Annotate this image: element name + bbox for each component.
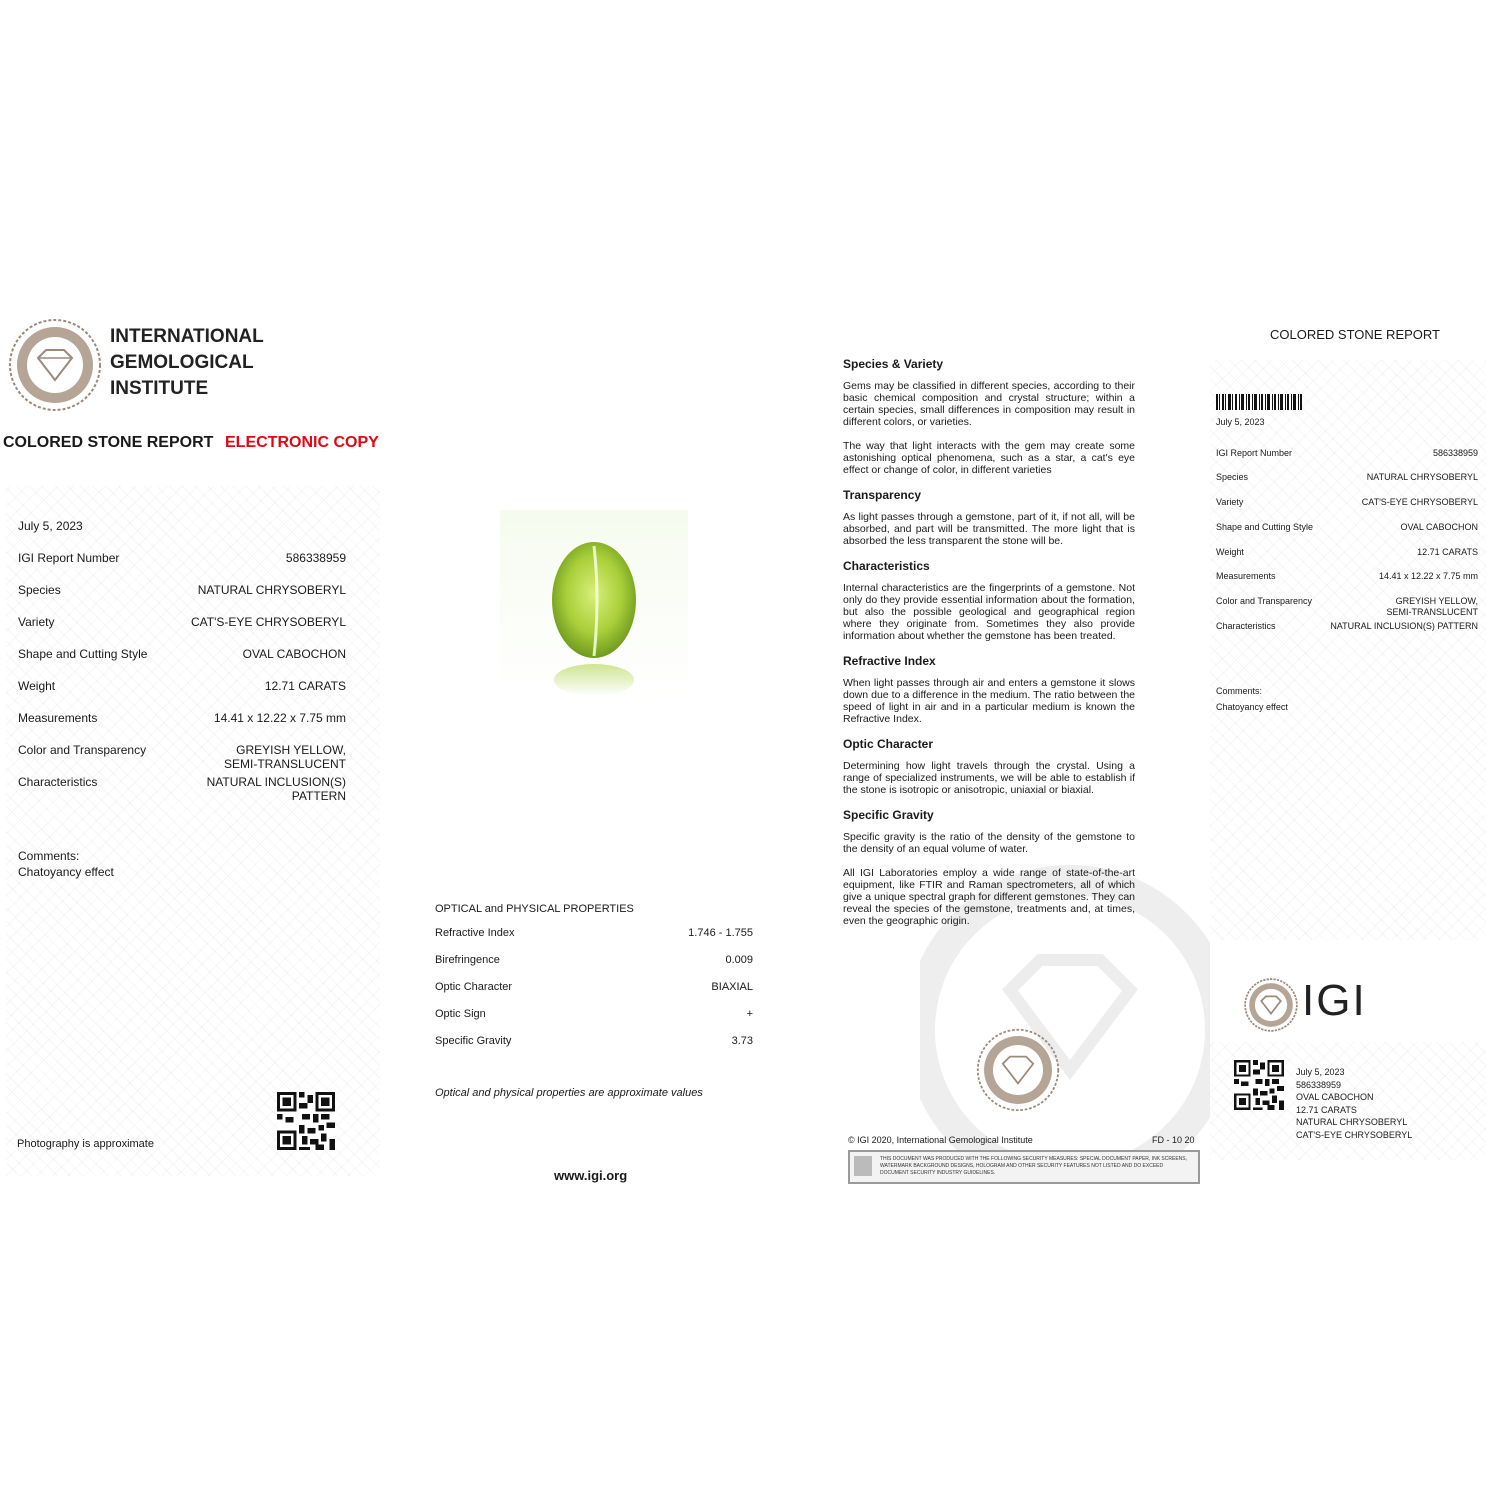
section-text: The way that light interacts with the gem may create some astonishing optical phenomena, such as a star, a cat's eye effect or change of color, in different varieties <box>843 440 1135 476</box>
comments-label: Comments: <box>18 849 80 863</box>
card-date: July 5, 2023 <box>1216 417 1265 427</box>
report-title: COLORED STONE REPORT <box>3 434 214 451</box>
section-text: As light passes through a gemstone, part of it, if not all, will be absorbed, and part will be transmitted. The more light that is absorbed the less transparent the stone will be. <box>843 511 1135 547</box>
properties-note: Optical and physical properties are approximate values <box>435 1087 703 1099</box>
qr-code-icon <box>1234 1060 1284 1110</box>
document-icon <box>854 1156 872 1176</box>
seal-icon <box>8 318 102 412</box>
seal-icon <box>976 1028 1060 1112</box>
panel-properties <box>420 310 780 1183</box>
card-comments-value: Chatoyancy effect <box>1216 702 1288 712</box>
properties-table: Refractive Index 1.746 - 1.755 Birefringence 0.009 Optic Character BIAXIAL Optic Sign + Specific Gravity 3.73 <box>435 927 753 1047</box>
report-date: July 5, 2023 <box>18 519 83 533</box>
logo-line-2: GEMOLOGICAL <box>110 352 254 373</box>
comments-value: Chatoyancy effect <box>18 865 114 879</box>
section-heading: Transparency <box>843 488 922 502</box>
panel-info <box>830 330 1210 1190</box>
website-link[interactable]: www.igi.org <box>554 1168 628 1183</box>
section-text: Internal characteristics are the fingerprints of a gemstone. Not only do they provide essential information about the formation, but also the possible geological and geographical region where they originate from. Sometimes they also provide information about whether the gemstone has been treated. <box>843 582 1135 642</box>
seal-icon <box>1244 978 1298 1032</box>
section-heading: Optic Character <box>843 737 934 751</box>
section-text: All IGI Laboratories employ a wide range of state-of-the-art equipment, like FTIR and Raman spectrometers, all of which give a unique spectral graph for different gemstones. They can reveal the species of the gemstone, treatments and, at times, even the geographic origin. <box>843 867 1135 927</box>
form-code: FD - 10 20 <box>1152 1135 1195 1145</box>
panel-report-front <box>0 310 390 1180</box>
section-heading: Characteristics <box>843 559 930 573</box>
section-text: When light passes through air and enters a gemstone it slows down due to a difference in the medium. The ratio between the speed of light in air and in a particular medium is known the Refractive Index. <box>843 677 1135 725</box>
igi-brand: IGI <box>1302 976 1367 1025</box>
electronic-copy-label: ELECTRONIC COPY <box>225 434 379 451</box>
qr-code-icon <box>277 1092 335 1150</box>
card-summary: July 5, 2023 586338959 OVAL CABOCHON 12.71 CARATS NATURAL CHRYSOBERYL CAT'S-EYE CHRYSOBERYL <box>1296 1067 1413 1140</box>
section-text: Gems may be classified in different species, according to their basic chemical composition and crystal structure; within a certain species, small differences in composition may result in different colors, or varieties. <box>843 380 1135 428</box>
security-strip <box>848 1150 1200 1184</box>
card-comments-label: Comments: <box>1216 686 1263 696</box>
gemstone-photo <box>500 510 688 700</box>
logo-line-1: INTERNATIONAL <box>110 326 264 347</box>
card-details-box: July 5, 2023 IGI Report Number 586338959 Species NATURAL CHRYSOBERYL Variety CAT'S-EYE CHRYSOBERYL Shape and Cutting Style OVAL CABOCHON Weight 12.71 CARATS Measurements 14.41 x 12.22 x 7.75 mm Color and Transparency GREYISH YELLOW, SEMI-TRANSLUCENT Characteristics NATURAL INCLUSION(S) PATTERN Comments: Chatoyancy effect <box>1210 360 1486 940</box>
igi-seal-logo <box>8 318 102 412</box>
logo-line-3: INSTITUTE <box>110 378 209 399</box>
barcode-icon <box>1216 394 1302 410</box>
security-note: THIS DOCUMENT WAS PRODUCED WITH THE FOLLOWING SECURITY MEASURES: SPECIAL DOCUMENT PAPER, INK SCREENS, WATERMARK BACKGROUND DESIGNS, HOLOGRAM AND OTHER SECURITY FEATURES NOT LISTED AND DO EXCEED DOCUMENT SECURITY INDUSTRY GUIDELINES. <box>880 1156 1187 1176</box>
copyright-text: © IGI 2020, International Gemological Institute <box>848 1135 1033 1145</box>
qr-code-1[interactable] <box>277 1092 335 1150</box>
photo-note: Photography is approximate <box>17 1138 154 1150</box>
card-title: COLORED STONE REPORT <box>1270 327 1440 342</box>
report-details-box: July 5, 2023 IGI Report Number 586338959 Species NATURAL CHRYSOBERYL Variety CAT'S-EYE CHRYSOBERYL Shape and Cutting Style OVAL CABOCHON Weight 12.71 CARATS Measurements 14.41 x 12.22 x 7.75 mm Color and Transparency GREYISH YELLOW, SEMI-TRANSLUCENT Characteristics NATURAL INCLUSION(S) PATTERN Comments: Chatoyancy effect <box>6 486 380 1176</box>
section-text: Determining how light travels through the crystal. Using a range of specialized instruments, we will be able to establish if the stone is isotropic or anisotropic, uniaxial or biaxial. <box>843 760 1135 796</box>
section-heading: Specific Gravity <box>843 808 934 822</box>
properties-title: OPTICAL and PHYSICAL PROPERTIES <box>435 903 634 915</box>
section-text: Specific gravity is the ratio of the density of the gemstone to the density of an equal volume of water. <box>843 831 1135 855</box>
section-heading: Refractive Index <box>843 654 936 668</box>
card-summary-box <box>1210 1042 1486 1160</box>
section-heading: Species & Variety <box>843 357 944 371</box>
panel-report-card <box>1210 320 1490 1180</box>
gemstone-image <box>500 510 688 700</box>
